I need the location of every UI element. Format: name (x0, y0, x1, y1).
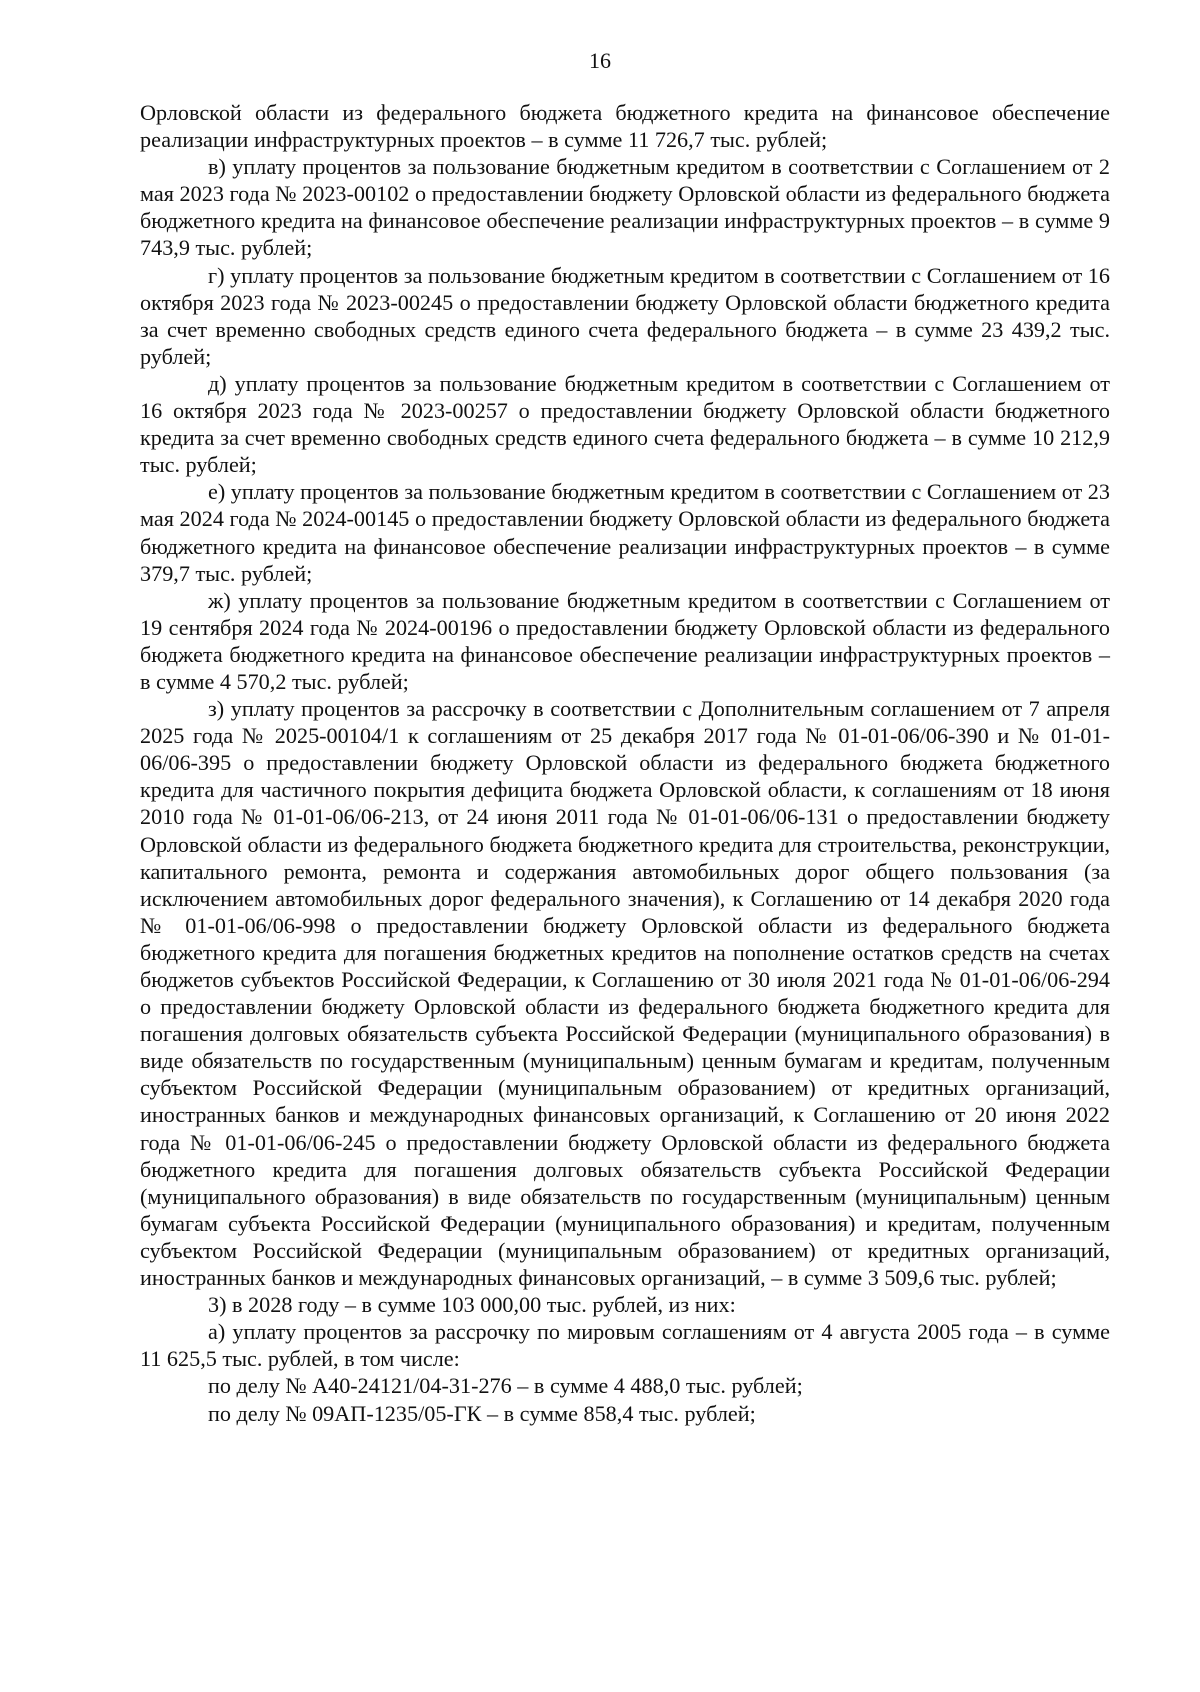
paragraph-item-v: в) уплату процентов за пользование бюджетным кредитом в соответствии с Соглашением от 2 мая 2023 года № 2023-00102 о предоставлении бюджету Орловской области из федерального бюджета бюджетного кредита на финансовое обеспечение реализации инфраструктурных проектов – в сумме 9 743,9 тыс. рублей; (140, 154, 1110, 261)
page-number: 16 (589, 48, 611, 73)
paragraph-item-g: г) уплату процентов за пользование бюджетным кредитом в соответствии с Соглашением от 16 октября 2023 года № 2023-00245 о предоставлении бюджету Орловской области бюджетного кредита за счет временно свободных средств единого счета федерального бюджета – в сумме 23 439,2 тыс. рублей; (140, 262, 1110, 369)
document-body (140, 99, 1110, 1427)
paragraph-case-2: по делу № 09АП-1235/05-ГК – в сумме 858,4 тыс. рублей; (208, 1400, 756, 1426)
paragraph-continuation: Орловской области из федерального бюджета бюджетного кредита на финансовое обеспечение реализации инфраструктурных проектов – в сумме 11 726,7 тыс. рублей; (140, 100, 1110, 153)
paragraph-section-3: 3) в 2028 году – в сумме 103 000,00 тыс. рублей, из них: (208, 1292, 736, 1318)
paragraph-item-e: е) уплату процентов за пользование бюджетным кредитом в соответствии с Соглашением от 23 мая 2024 года № 2024-00145 о предоставлении бюджету Орловской области из федерального бюджета бюджетного кредита на финансовое обеспечение реализации инфраструктурных проектов – в сумме 379,7 тыс. рублей; (140, 479, 1110, 586)
paragraph-item-z: з) уплату процентов за рассрочку в соответствии с Дополнительным соглашением от 7 апреля 2025 года № 2025-00104/1 к соглашениям от 25 декабря 2017 года № 01-01-06/06-390 и № 01-01-06/06-395 о предоставлении бюджету Орловской области из федерального бюджета бюджетного кредита для частичного покрытия дефицита бюджета Орловской области, к соглашениям от 18 июня 2010 года № 01-01-06/06-213, от 24 июня 2011 года № 01-01-06/06-131 о предоставлении бюджету Орловской области из федерального бюджета бюджетного кредита для строительства, реконструкции, капитального ремонта, ремонта и содержания автомобильных дорог общего пользования (за исключением автомобильных дорог федерального значения), к Соглашению от 14 декабря 2020 года № 01-01-06/06-998 о предоставлении бюджету Орловской области из федерального бюджета бюджетного кредита для погашения бюджетных кредитов на пополнение остатков средств на счетах бюджетов субъектов Российской Федерации, к Соглашению от 30 июля 2021 года № 01-01-06/06-294 о предоставлении бюджету Орловской области из федерального бюджета бюджетного кредита для погашения долговых обязательств субъекта Российской Федерации (муниципального образования) в виде обязательств по государственным (муниципальным) ценным бумагам и кредитам, полученным субъектом Российской Федерации (муниципальным образованием) от кредитных организаций, иностранных банков и международных финансовых организаций, к Соглашению от 20 июня 2022 года № 01-01-06/06-245 о предоставлении бюджету Орловской области из федерального бюджета бюджетного кредита для погашения долговых обязательств субъекта Российской Федерации (муниципального образования) в виде обязательств по государственным (муниципальным) ценным бумагам субъекта Российской Федерации (муниципального образования) и кредитам, полученным субъектом Российской Федерации (муниципальным образованием) от кредитных организаций, иностранных банков и международных финансовых организаций, – в сумме 3 509,6 тыс. рублей; (140, 696, 1110, 1291)
paragraph-item-d: д) уплату процентов за пользование бюджетным кредитом в соответствии с Соглашением от 16 октября 2023 года № 2023-00257 о предоставлении бюджету Орловской области бюджетного кредита за счет временно свободных средств единого счета федерального бюджета – в сумме 10 212,9 тыс. рублей; (140, 370, 1110, 478)
paragraph-case-1: по делу № А40-24121/04-31-276 – в сумме 4 488,0 тыс. рублей; (208, 1373, 803, 1399)
paragraph-item-zh: ж) уплату процентов за пользование бюджетным кредитом в соответствии с Соглашением от 19 сентября 2024 года № 2024-00196 о предоставлении бюджету Орловской области из федерального бюджета бюджетного кредита на финансовое обеспечение реализации инфраструктурных проектов – в сумме 4 570,2 тыс. рублей; (140, 587, 1110, 694)
paragraph-item-a: а) уплату процентов за рассрочку по мировым соглашениям от 4 августа 2005 года – в сумме 11 625,5 тыс. рублей, в том числе: (140, 1319, 1110, 1372)
